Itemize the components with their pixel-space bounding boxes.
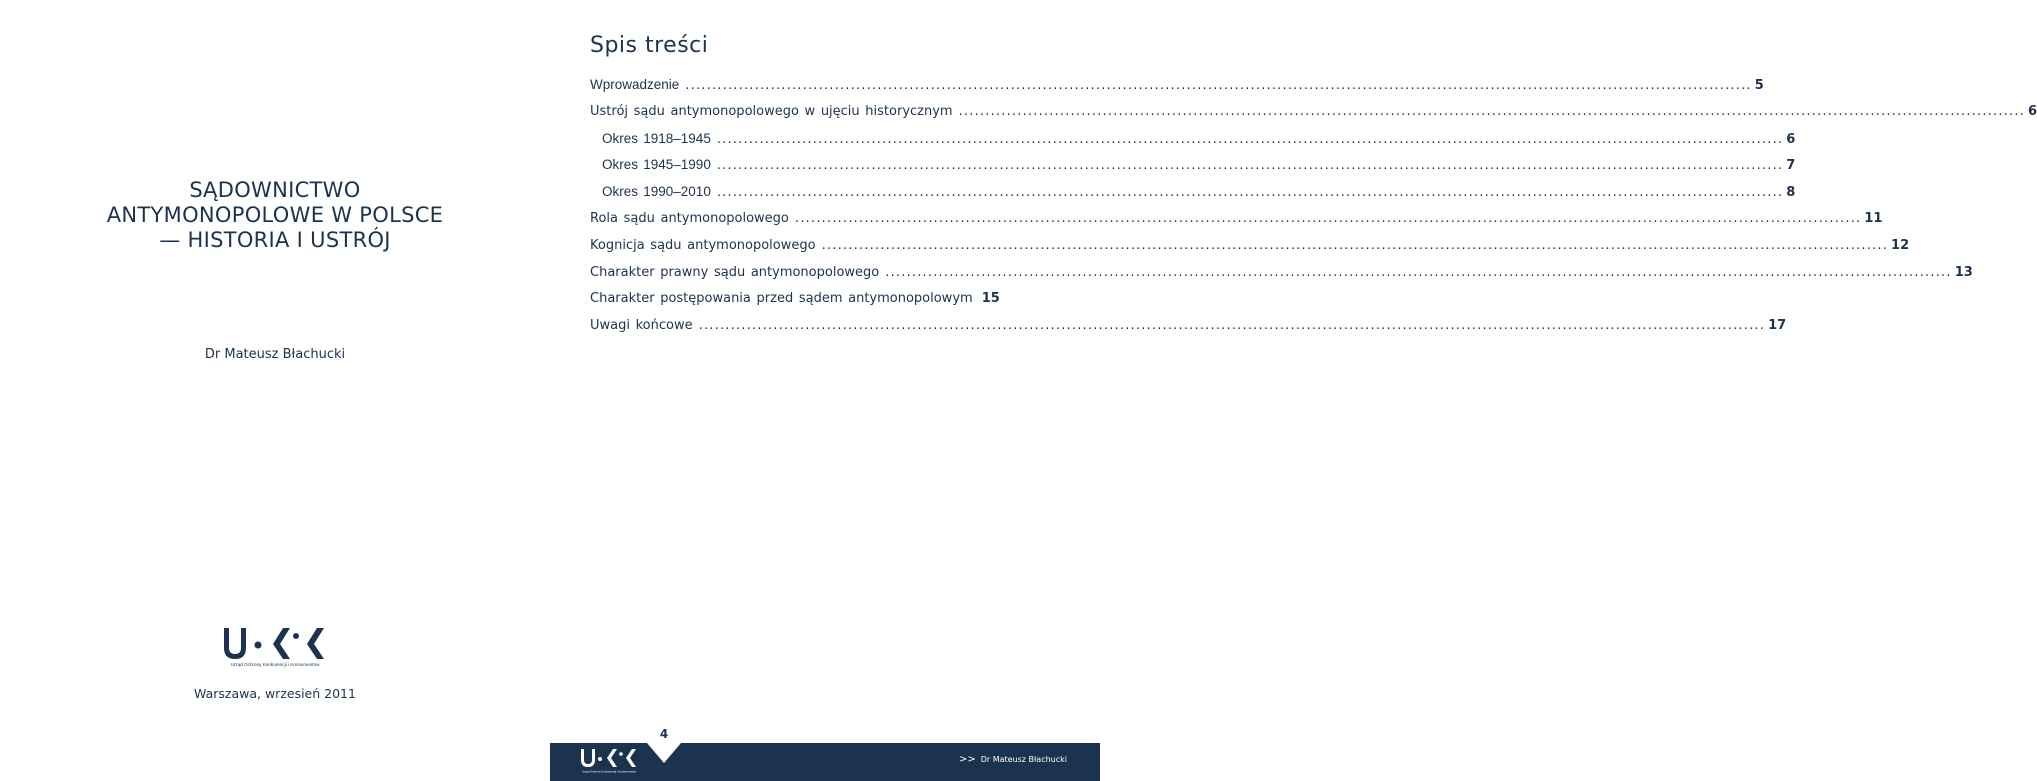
toc-title: Spis treści	[590, 33, 709, 58]
toc-dot-leader: ........................................................................................................................................................................................................	[716, 158, 1784, 174]
toc-entry[interactable]	[590, 318, 1787, 345]
toc-entry-page: 15	[981, 291, 1000, 307]
toc-entry[interactable]	[590, 210, 1883, 238]
toc-entry-page: 12	[1891, 237, 1910, 253]
toc-dot-leader: ........................................................................................................................................................................................................	[698, 318, 1766, 334]
double-chevron-icon: >>	[958, 754, 976, 765]
toc-entry-label: Uwagi końcowe	[590, 318, 693, 334]
uokik-logo-icon	[579, 748, 639, 774]
page-number: 4	[659, 727, 669, 741]
uokik-logo-icon	[221, 626, 329, 670]
logo-caption: Urząd Ochrony Konkurencji i Konsumentów	[230, 662, 320, 667]
left-page	[0, 0, 550, 781]
toc-entry-page: 17	[1768, 318, 1787, 334]
toc-entry-label: Kognicja sądu antymonopolowego	[590, 237, 816, 253]
place-date: Warszawa, wrzesień 2011	[194, 686, 356, 701]
toc-entry-page: 8	[1786, 185, 1796, 201]
toc-entry-page: 11	[1864, 210, 1883, 226]
title-line: ANTYMONOPOLOWE W POLSCE	[106, 203, 444, 227]
toc-entry[interactable]	[590, 184, 1796, 211]
toc-entry-label: Wprowadzenie	[590, 77, 680, 92]
toc-dot-leader: ........................................................................................................................................................................................................	[716, 185, 1784, 201]
toc-entry-label: Okres 1918–1945	[602, 130, 711, 146]
toc-entry-page: 6	[2028, 103, 2037, 119]
title-line: — HISTORIA I USTRÓJ	[159, 228, 391, 252]
toc-entry[interactable]	[590, 157, 1796, 184]
toc-dot-leader: ........................................................................................................................................................................................................	[716, 131, 1784, 147]
toc-entry-label: Okres 1990–2010	[602, 184, 711, 200]
toc-entry-page: 6	[1786, 131, 1796, 147]
toc-entry[interactable]	[590, 264, 1973, 292]
toc-entry[interactable]	[590, 130, 1796, 158]
toc-dot-leader: ........................................................................................................................................................................................................	[821, 237, 1889, 253]
table-of-contents	[590, 77, 2037, 345]
title-line: SĄDOWNICTWO	[189, 178, 361, 202]
toc-entry-page: 13	[1954, 264, 1973, 280]
toc-entry-page: 7	[1786, 158, 1796, 174]
toc-entry-label: Charakter postępowania przed sądem antymonopolowym	[590, 291, 973, 307]
toc-entry[interactable]	[590, 237, 1910, 265]
logo-caption: Urząd Ochrony Konkurencji i Konsumentów	[581, 769, 637, 774]
toc-entry[interactable]	[590, 291, 999, 318]
toc-entry[interactable]	[590, 103, 2037, 131]
toc-entry-label: Ustrój sądu antymonopolowego w ujęciu historycznym	[590, 103, 953, 119]
toc-dot-leader: ........................................................................................................................................................................................................	[685, 78, 1752, 93]
footer-author	[959, 754, 1067, 765]
author-name: Dr Mateusz Błachucki	[204, 347, 346, 362]
book-title	[0, 178, 550, 253]
toc-entry-label: Okres 1945–1990	[602, 157, 711, 173]
footer-notch	[647, 743, 681, 763]
toc-entry-label: Rola sądu antymonopolowego	[590, 210, 789, 226]
toc-dot-leader: ........................................................................................................................................................................................................	[885, 264, 1952, 280]
toc-entry[interactable]	[590, 77, 1764, 104]
toc-dot-leader: ........................................................................................................................................................................................................	[794, 210, 1862, 226]
right-page	[550, 0, 2037, 781]
toc-dot-leader: ........................................................................................................................................................................................................	[958, 103, 2026, 119]
toc-entry-page: 5	[1754, 78, 1764, 93]
toc-entry-label: Charakter prawny sądu antymonopolowego	[590, 264, 880, 280]
footer-author-name: Dr Mateusz Błachucki	[980, 755, 1067, 764]
